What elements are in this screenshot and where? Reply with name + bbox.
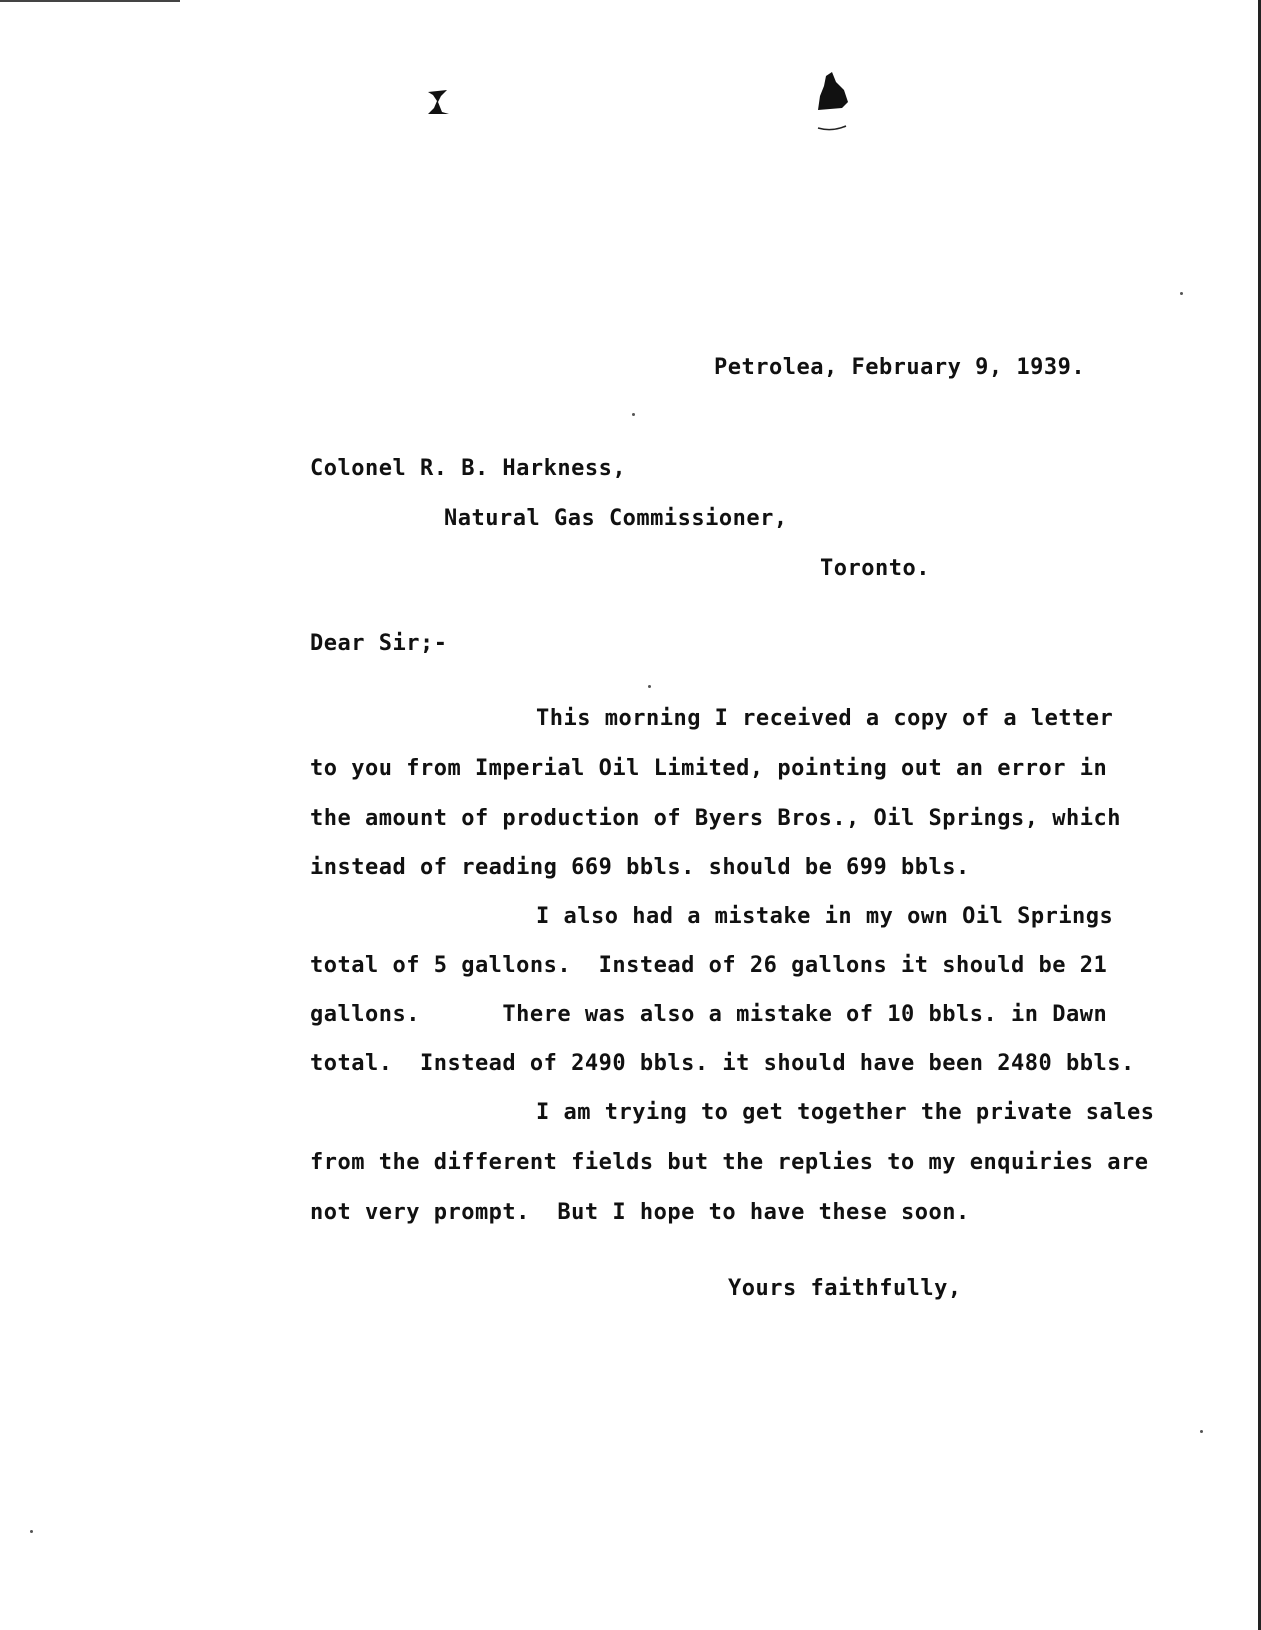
dateline: Petrolea, February 9, 1939. (714, 355, 1086, 380)
recipient-city: Toronto. (820, 556, 930, 581)
body-line: to you from Imperial Oil Limited, pointing out an error in (310, 756, 1108, 781)
recipient-name: Colonel R. B. Harkness, (310, 456, 627, 481)
body-line: from the different fields but the replies to my enquiries are (310, 1150, 1149, 1175)
body-line: gallons. There was also a mistake of 10 bbls. in Dawn (310, 1002, 1108, 1027)
body-line: total. Instead of 2490 bbls. it should have been 2480 bbls. (310, 1051, 1135, 1076)
scan-speck (632, 413, 635, 416)
body-line: not very prompt. But I hope to have these soon. (310, 1200, 970, 1225)
body-line: instead of reading 669 bbls. should be 699 bbls. (310, 855, 970, 880)
scan-speck (1200, 1430, 1203, 1433)
scan-speck (30, 1530, 33, 1533)
salutation: Dear Sir;- (310, 631, 448, 656)
punch-mark-left (425, 88, 451, 116)
punch-mark-right (812, 70, 858, 136)
body-line: the amount of production of Byers Bros., Oil Springs, which (310, 806, 1121, 831)
closing: Yours faithfully, (728, 1276, 962, 1301)
scan-top-edge (0, 0, 180, 2)
scan-speck (648, 685, 651, 688)
body-line: I am trying to get together the private sales (536, 1100, 1155, 1125)
recipient-title: Natural Gas Commissioner, (444, 506, 788, 531)
body-line: This morning I received a copy of a letter (536, 706, 1114, 731)
scan-speck (1180, 292, 1183, 295)
body-line: I also had a mistake in my own Oil Springs (536, 904, 1114, 929)
body-line: total of 5 gallons. Instead of 26 gallons it should be 21 (310, 953, 1108, 978)
